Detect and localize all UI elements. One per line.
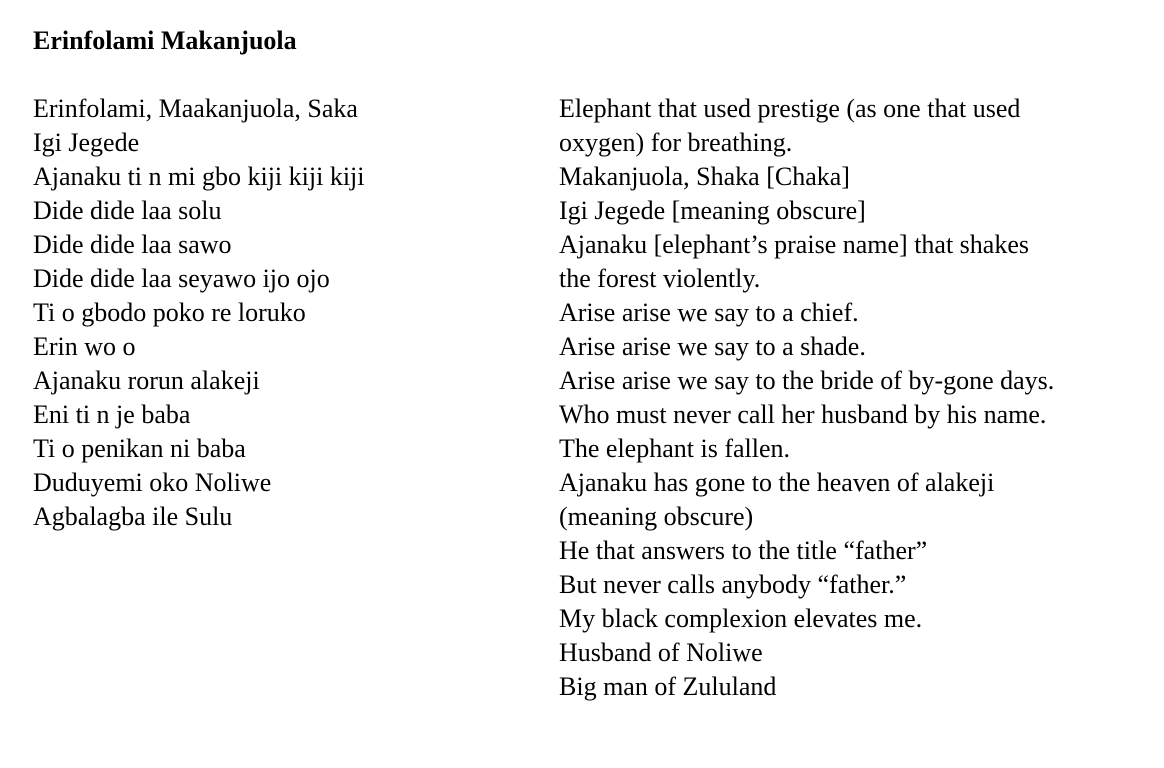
- poem-title: Erinfolami Makanjuola: [33, 26, 297, 55]
- english-line: Ajanaku [elephant’s praise name] that shakes: [559, 230, 1029, 259]
- yoruba-line: Ajanaku ti n mi gbo kiji kiji kiji: [33, 162, 365, 191]
- yoruba-line: Dide dide laa sawo: [33, 230, 232, 259]
- yoruba-line: Ajanaku rorun alakeji: [33, 366, 260, 395]
- english-column: [559, 92, 1159, 704]
- yoruba-column: [33, 92, 533, 534]
- yoruba-line: Agbalagba ile Sulu: [33, 502, 233, 531]
- yoruba-line: Duduyemi oko Noliwe: [33, 468, 272, 497]
- yoruba-line: Erin wo o: [33, 332, 136, 361]
- english-line: Makanjuola, Shaka [Chaka]: [559, 162, 850, 191]
- english-line: My black complexion elevates me.: [559, 604, 923, 633]
- english-line: Husband of Noliwe: [559, 638, 763, 667]
- yoruba-line: Eni ti n je baba: [33, 400, 191, 429]
- english-line: Who must never call her husband by his name.: [559, 400, 1047, 429]
- yoruba-line: Erinfolami, Maakanjuola, Saka: [33, 94, 358, 123]
- english-line: Arise arise we say to the bride of by-gone days.: [559, 366, 1055, 395]
- english-line: Big man of Zululand: [559, 672, 777, 701]
- english-line: Ajanaku has gone to the heaven of alakeji: [559, 468, 995, 497]
- english-line: Igi Jegede [meaning obscure]: [559, 196, 866, 225]
- yoruba-line: Dide dide laa seyawo ijo ojo: [33, 264, 330, 293]
- yoruba-line: Ti o penikan ni baba: [33, 434, 246, 463]
- english-line: the forest violently.: [559, 264, 761, 293]
- english-line: He that answers to the title “father”: [559, 536, 928, 565]
- yoruba-line: Igi Jegede: [33, 128, 140, 157]
- english-line: oxygen) for breathing.: [559, 128, 793, 157]
- yoruba-line: Ti o gbodo poko re loruko: [33, 298, 306, 327]
- yoruba-line: Dide dide laa solu: [33, 196, 222, 225]
- english-line: (meaning obscure): [559, 502, 754, 531]
- english-line: Arise arise we say to a chief.: [559, 298, 859, 327]
- english-line: Arise arise we say to a shade.: [559, 332, 866, 361]
- english-line: The elephant is fallen.: [559, 434, 791, 463]
- english-line: Elephant that used prestige (as one that used: [559, 94, 1021, 123]
- english-line: But never calls anybody “father.”: [559, 570, 907, 599]
